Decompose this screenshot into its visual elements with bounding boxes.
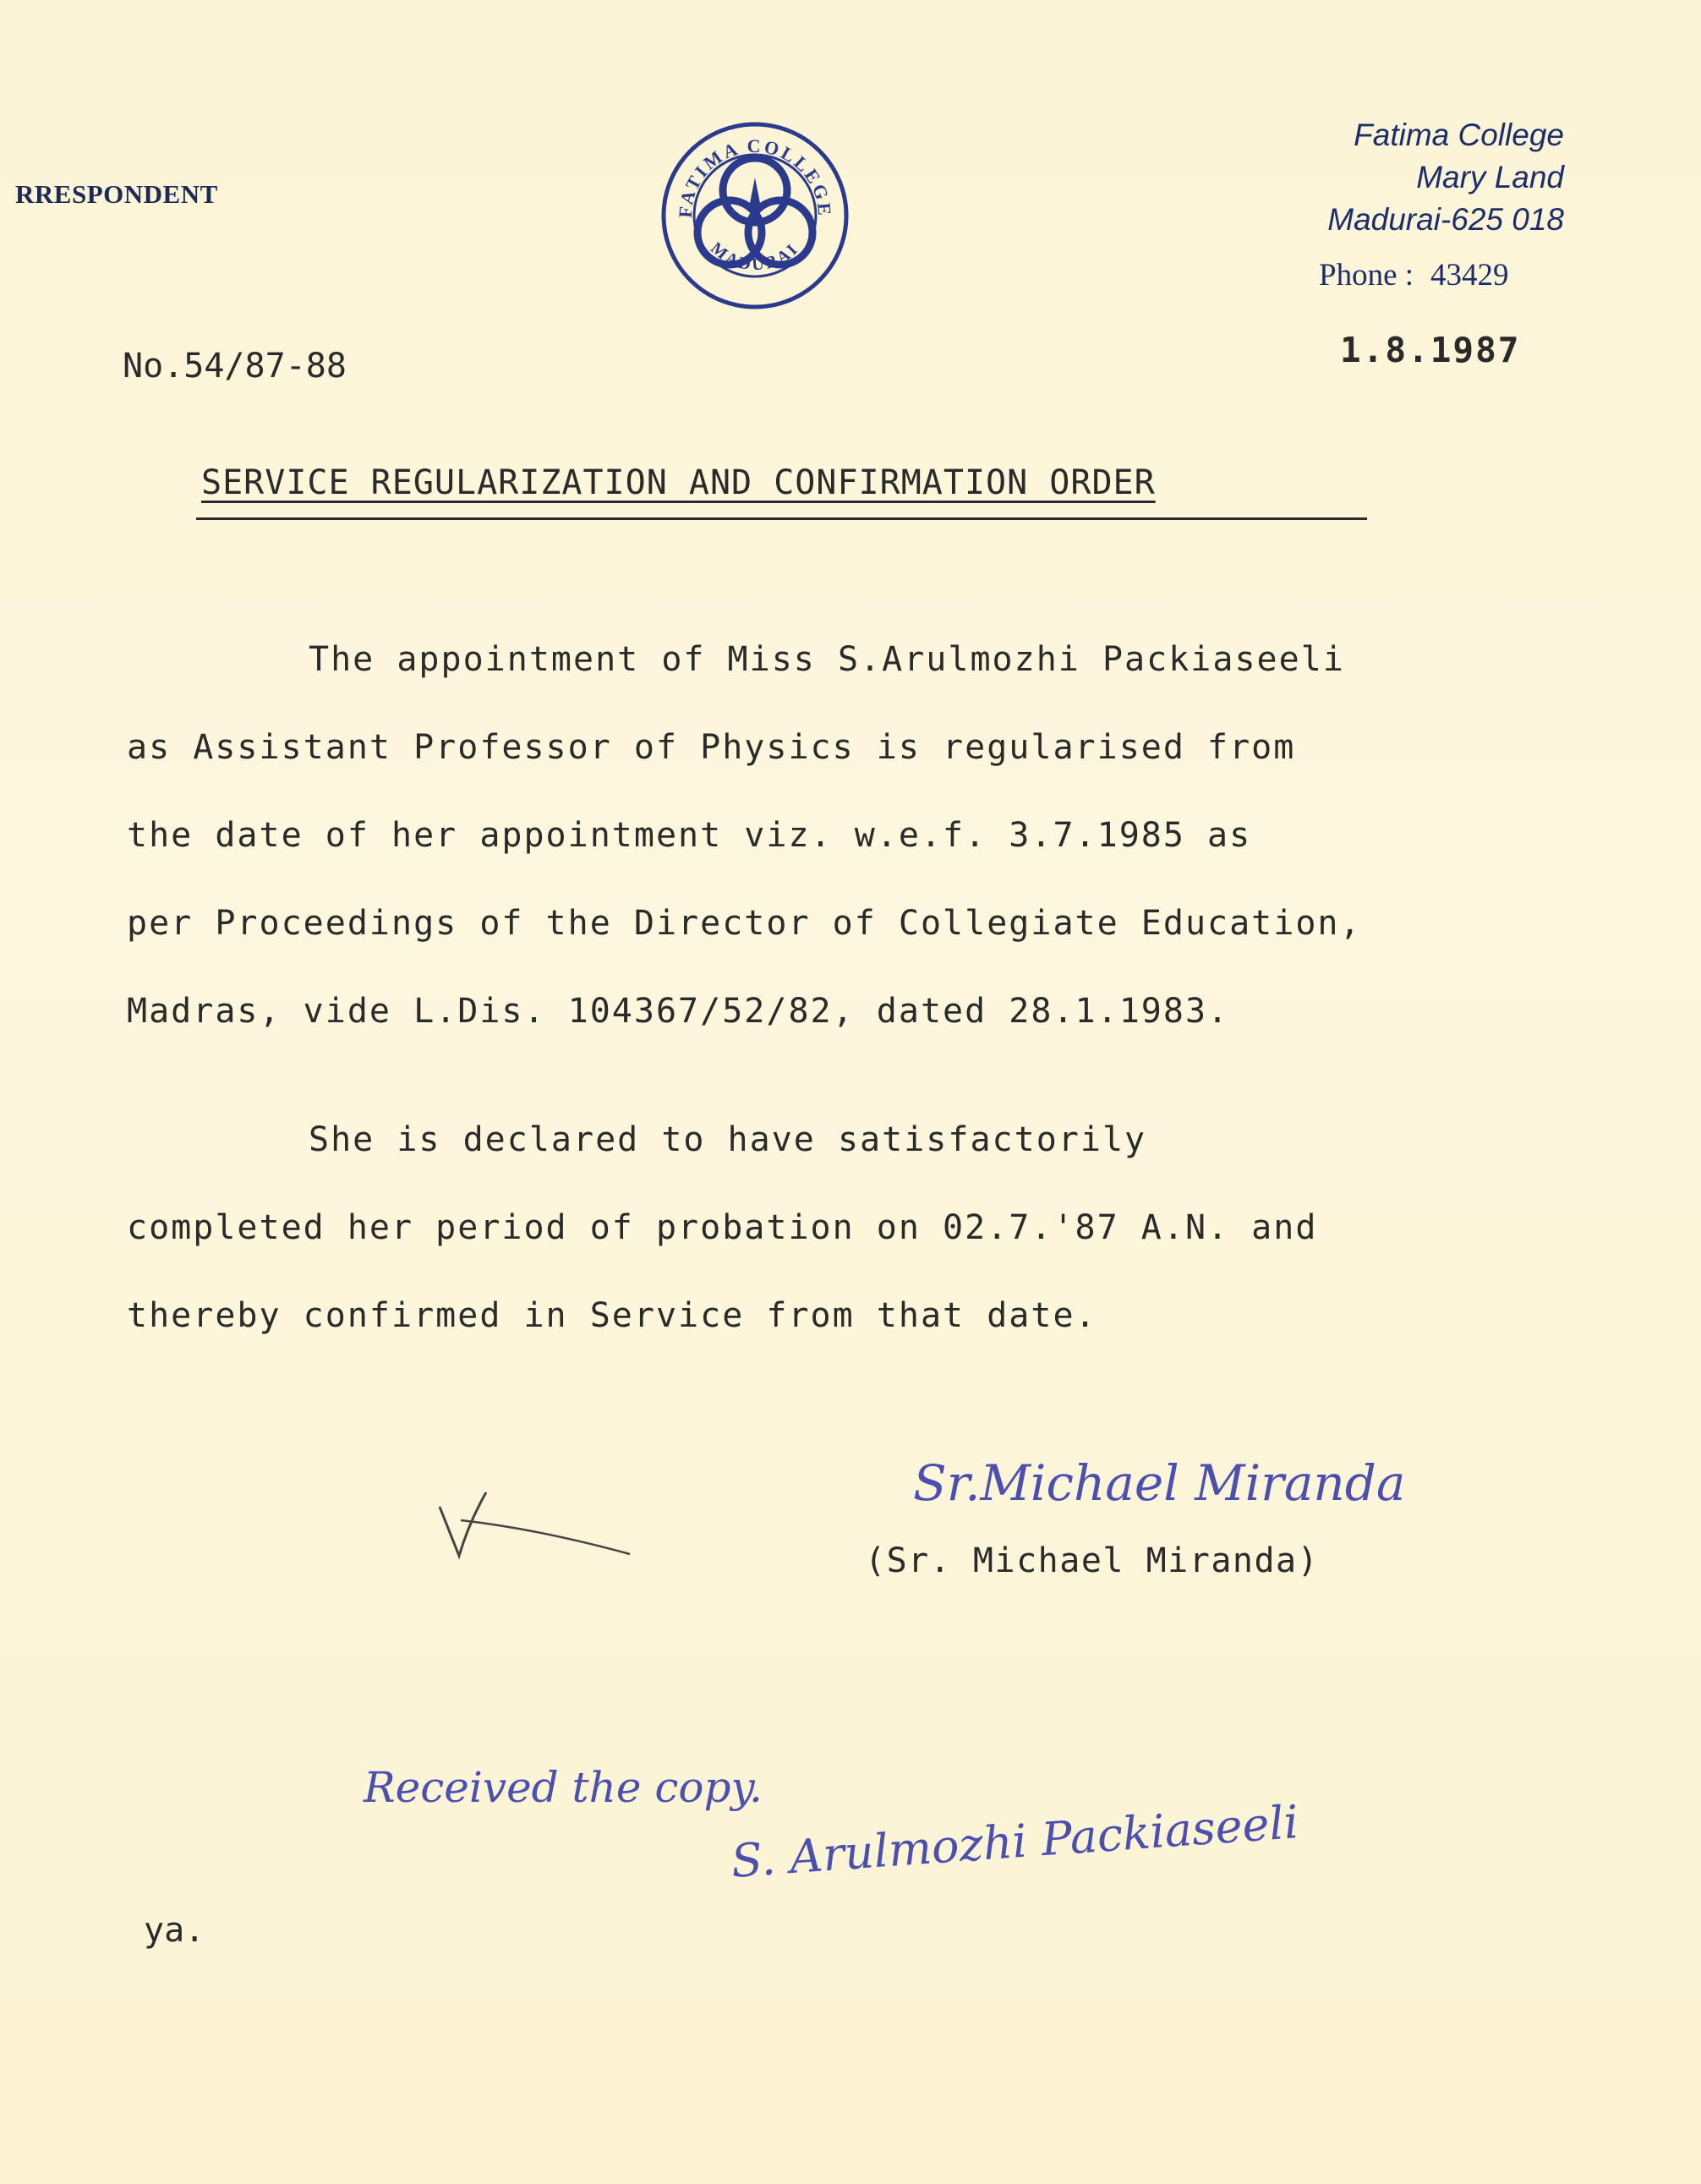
paragraph-line: per Proceedings of the Director of Collegiate Education, xyxy=(127,904,1362,943)
paragraph-line: completed her period of probation on 02.7.'87 A.N. and xyxy=(127,1208,1318,1247)
letterhead-address xyxy=(1327,114,1564,241)
paragraph-line: Madras, vide L.Dis. 104367/52/82, dated 28.1.1983. xyxy=(127,992,1230,1031)
letter-date: 1.8.1987 xyxy=(1340,330,1521,370)
received-note: Received the copy. xyxy=(364,1763,763,1812)
paragraph-line: She is declared to have satisfactorily xyxy=(309,1120,1147,1159)
receiver-signature: S. Arulmozhi Packiaseeli xyxy=(729,1795,1300,1888)
college-name: Fatima College xyxy=(1354,118,1564,152)
letterhead-left-label: RRESPONDENT xyxy=(15,179,218,209)
phone-number: 43429 xyxy=(1430,258,1509,293)
reference-number: No.54/87-88 xyxy=(123,347,347,386)
address-line: Mary Land xyxy=(1416,160,1564,194)
paragraph-line: as Assistant Professor of Physics is regularised from xyxy=(127,728,1296,767)
seal-top-text: FATIMA COLLEGE xyxy=(674,134,836,219)
svg-text:MADURAI xyxy=(707,238,802,274)
college-seal-icon xyxy=(658,118,852,313)
signatory-name: (Sr. Michael Miranda) xyxy=(865,1541,1320,1580)
address-city: Madurai-625 018 xyxy=(1327,202,1564,237)
phone-label: Phone : xyxy=(1319,258,1414,293)
paragraph-line: The appointment of Miss S.Arulmozhi Packiaseeli xyxy=(309,640,1345,679)
title-double-underline xyxy=(196,517,1367,520)
paragraph-2 xyxy=(127,1096,1581,1360)
tick-mark-icon xyxy=(435,1488,638,1564)
paragraph-line: thereby confirmed in Service from that date. xyxy=(127,1296,1097,1335)
seal-bottom-text: MADURAI xyxy=(707,238,803,275)
signature-handwritten: Sr.Michael Miranda xyxy=(913,1454,1406,1512)
paragraph-line: the date of her appointment viz. w.e.f. 3.7.1985 as xyxy=(127,816,1252,855)
paragraph-1 xyxy=(127,616,1581,1055)
typist-initials: ya. xyxy=(144,1911,205,1950)
phone-line xyxy=(1319,257,1509,293)
letter-title: SERVICE REGULARIZATION AND CONFIRMATION ORDER xyxy=(201,463,1156,502)
